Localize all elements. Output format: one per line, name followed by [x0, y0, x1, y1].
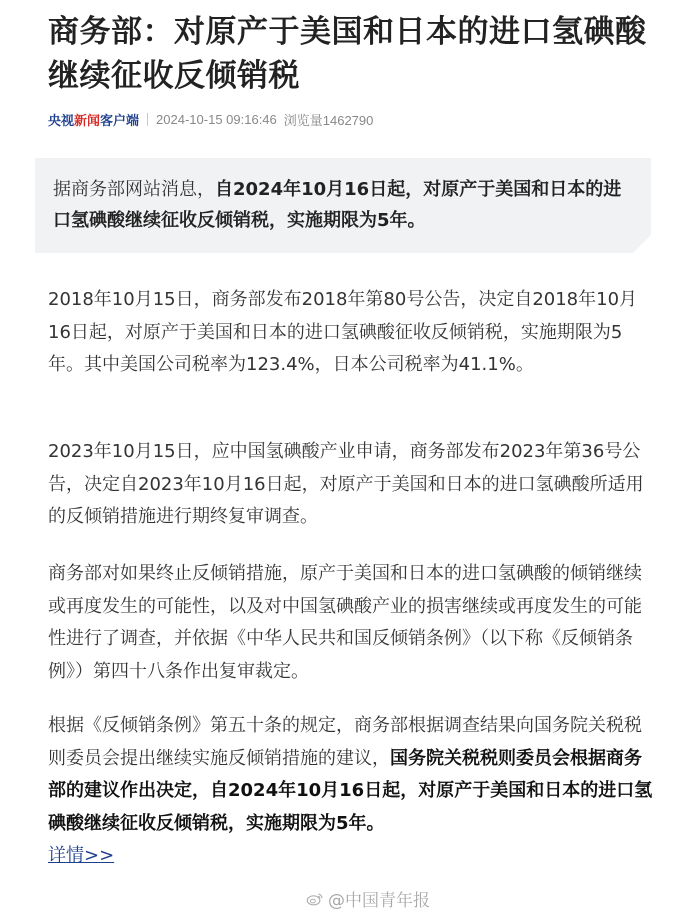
summary-highlight: 自2024年10月16日起，对原产于美国和日本的进口氢碘酸继续征收反倾销税，实施期限为5年。: [53, 179, 622, 231]
weibo-icon: [306, 892, 324, 906]
meta-divider: [147, 113, 148, 126]
folded-corner-icon: [633, 235, 651, 253]
source-logo-part: 央视: [48, 112, 75, 128]
paragraph-final-text: 根据《反倾销条例》第五十条的规定，商务部根据调查结果向国务院关税税则委员会提出继续实施反倾销措施的建议，: [48, 715, 642, 769]
source-logo-part: 客户端: [100, 112, 140, 128]
publish-datetime: 2024-10-15 09:16:46: [156, 111, 277, 127]
watermark-text: @中国青年报: [328, 891, 430, 911]
watermark: [306, 886, 430, 911]
source-logo[interactable]: [48, 110, 139, 129]
article-title: 商务部：对原产于美国和日本的进口氢碘酸继续征收反倾销税: [48, 14, 647, 94]
paragraph: 2018年10月15日，商务部发布2018年第80号公告，决定自2018年10月16日起，对原产于美国和日本的进口氢碘酸征收反倾销税，实施期限为5年。其中美国公司税率为123.4%，日本公司税率为41.1%。: [48, 289, 638, 375]
summary-box: [35, 158, 651, 253]
view-count: 浏览量1462790: [283, 112, 374, 128]
source-logo-part: 新闻: [74, 112, 101, 128]
paragraph-final: [48, 710, 656, 873]
article-meta: [48, 108, 373, 130]
paragraph: 2023年10月15日，应中国氢碘酸产业申请，商务部发布2023年第36号公告，决定自2023年10月16日起，对原产于美国和日本的进口氢碘酸所适用的反倾销措施进行期终复审调查。: [48, 441, 644, 527]
summary-lead: 据商务部网站消息，: [53, 179, 215, 200]
paragraph: 商务部对如果终止反倾销措施，原产于美国和日本的进口氢碘酸的倾销继续或再度发生的可能性，以及对中国氢碘酸产业的损害继续或再度发生的可能性进行了调查，并依据《中华人民共和国反倾销条例》（以下称《反倾销条例》）第四十八条作出复审裁定。: [48, 563, 642, 682]
paragraph-final-highlight: 国务院关税税则委员会根据商务部的建议作出决定，自2024年10月16日起，对原产于美国和日本的进口氢碘酸继续征收反倾销税，实施期限为5年。: [48, 747, 653, 834]
details-link[interactable]: 详情>>: [48, 845, 115, 866]
